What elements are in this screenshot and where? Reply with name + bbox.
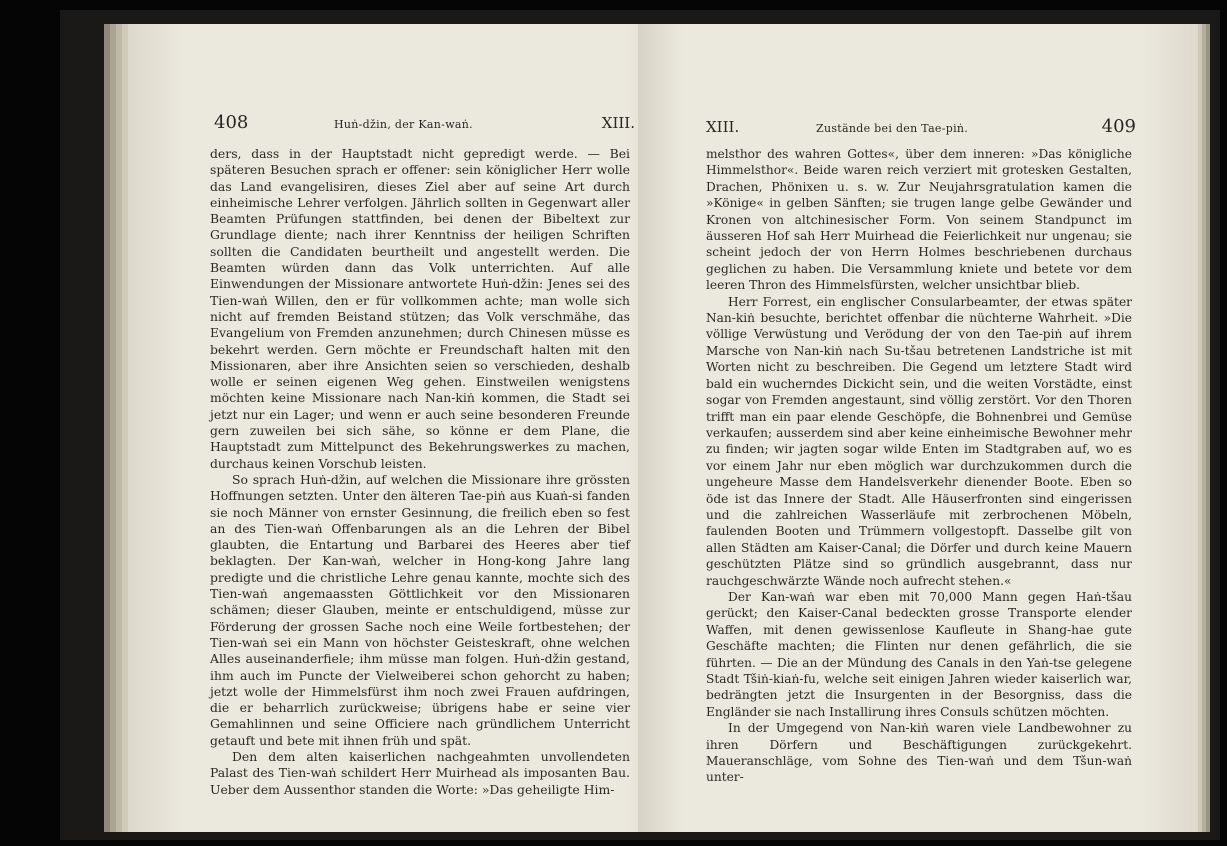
right-page-header	[706, 116, 1136, 146]
chapter-number: XIII.	[706, 118, 740, 136]
running-head: Zustände bei den Tae-piṅ.	[816, 122, 969, 135]
running-head: Huṅ-džin, der Kan-waṅ.	[334, 118, 473, 131]
page-number: 408	[214, 112, 249, 133]
right-page-text	[706, 146, 1132, 786]
right-page	[638, 24, 1198, 832]
chapter-number: XIII.	[601, 114, 635, 132]
paragraph: ders, dass in der Hauptstadt nicht gepredigt werde. — Bei späteren Besuchen sprach er offener: sein königlicher Herr wolle das Land evangelisiren, dieses Ziel aber auf seine Art durch einheimische Lehrer verfolgen. Jährlich sollten in Gegenwart aller Beamten Prüfungen stattfinden, bei denen der Bibeltext zur Grundlage diente; nach ihrer Kenntniss der heiligen Schriften sollten die Candidaten beurtheilt und angestellt werden. Die Beamten würden dann das Volk unterrichten. Auf alle Einwendungen der Missionare antwortete Huṅ-džin: Jenes sei des Tien-waṅ Willen, den er für vollkommen achte; man wolle sich nicht auf fremden Beistand stützen; das Volk verschmähe, das Evangelium von Fremden anzunehmen; durch Chinesen müsse es bekehrt werden. Gern möchte er Freundschaft halten mit den Missionaren, aber ihre Ansichten seien so verschieden, deshalb wolle er seinen eigenen Weg gehen. Einstweilen wenigstens möchten keine Missionare nach Nan-kiṅ kommen, die Stadt sei jetzt nur ein Lager; und wenn er auch seine besonderen Freunde gern zuweilen bei sich sähe, so könne er dem Plane, die Hauptstadt zum Mittelpunct des Bekehrungswerkes zu machen, durchaus keinen Vorschub leisten.	[210, 146, 630, 471]
paragraph: Den dem alten kaiserlichen nachgeahmten unvollendeten Palast des Tien-waṅ schildert Herr Muirhead als imposanten Bau. Ueber dem Aussenthor standen die Worte: »Das geheiligte Him-	[210, 748, 630, 797]
paragraph: melsthor des wahren Gottes«, über dem inneren: »Das königliche Himmelsthor«. Beide waren reich verziert mit grotesken Gestalten, Drachen, Phönixen u. s. w. Zur Neujahrsgratulation kamen die »Könige« in gelben Sänften; sie trugen lange gelbe Gewänder und Kronen von altchinesischer Form. Von seinem Standpunct im äusseren Hof sah Herr Muirhead die Feierlichkeit nur ungenau; sie scheint jedoch der von Herrn Holmes beschriebenen durchaus geglichen zu haben. Die Versammlung kniete und betete vor dem leeren Thron des Himmelsfürsten, welcher unsichtbar blieb.	[706, 147, 1132, 293]
page-number: 409	[1101, 116, 1136, 137]
left-page	[128, 24, 691, 832]
book	[60, 10, 1220, 840]
left-page-header	[214, 112, 635, 142]
paragraph: In der Umgegend von Nan-kiṅ waren viele Landbewohner zu ihren Dörfern und Beschäftigungen zurückgekehrt. Maueranschläge, vom Sohne des Tien-waṅ und dem Tšun-waṅ unter-	[706, 721, 1132, 785]
paragraph: Der Kan-waṅ war eben mit 70,000 Mann gegen Haṅ-tšau gerückt; den Kaiser-Canal bedeckten grosse Transporte elender Waffen, mit denen gewissenlose Kaufleute in Shang-hae gute Geschäfte machten; die Flinten nur denen gefährlich, die sie führten. — Die an der Mündung des Canals in den Yaṅ-tse gelegene Stadt Tšiṅ-kiaṅ-fu, welche seit einigen Jahren wieder kaiserlich war, bedrängten jetzt die Insurgenten in der Besorgniss, dass die Engländer sie nach Installirung ihres Consuls schützen möchten.	[706, 589, 1132, 719]
left-page-text	[210, 146, 630, 798]
paragraph: Herr Forrest, ein englischer Consularbeamter, der etwas später Nan-kiṅ besuchte, berichtet offenbar die nüchterne Wahrheit. »Die völlige Verwüstung und Verödung der von den Tae-piṅ auf ihrem Marsche von Nan-kiṅ nach Su-tšau betretenen Landstriche ist mit Worten nicht zu beschreiben. Die Gegend um letztere Stadt wird bald ein wucherndes Dickicht sein, und die weiten Vorstädte, einst sogar von Fremden angestaunt, sind völlig zerstört. Vor den Thoren trifft man ein paar elende Geschöpfe, die Bohnenbrei und Gemüse verkaufen; ausserdem sind aber keine einheimische Bewohner mehr zu finden; wir jagten sogar wilde Enten im Stadtgraben auf, wo es vor einem Jahr nur eben möglich war durchzukommen durch die ungeheure Masse dem Handelsverkehr dienender Boote. Eben so öde ist das Innere der Stadt. Alle Häuserfronten sind eingerissen und die zahlreichen Wasserläufe mit zerbrochenen Möbeln, faulenden Booten und Trümmern vollgestopft. Dasselbe gilt von allen Städten am Kaiser-Canal; die Dörfer und durch keine Mauern geschützten Plätze sind so gründlich ausgebrannt, dass nur rauchgeschwärzte Wände noch aufrecht stehen.«	[706, 294, 1132, 588]
paragraph: So sprach Huṅ-džin, auf welchen die Missionare ihre grössten Hoffnungen setzten. Unter den älteren Tae-piṅ aus Kuaṅ-si fanden sie noch Männer von ernster Gesinnung, die freilich eben so fest an des Tien-waṅ Offenbarungen als an die Lehren der Bibel glaubten, die Entartung und Barbarei des Heeres aber tief beklagten. Der Kan-waṅ, welcher in Hong-kong Jahre lang predigte und die christliche Lehre genau kannte, mochte sich des Tien-waṅ angemaassten Göttlichkeit vor den Missionaren schämen; dieser Glauben, meinte er entschuldigend, müsse zur Förderung der grossen Sache noch eine Weile fortbestehen; der Tien-waṅ sei ein Mann von höchster Geisteskraft, ohne welchen Alles auseinanderfiele; ihm müsse man folgen. Huṅ-džin gestand, ihm auch im Puncte der Vielweiberei schon gehorcht zu haben; jetzt wolle der Himmelsfürst ihm noch zwei Frauen aufdringen, die er beharrlich zurückweise; übrigens habe er seine vier Gemahlinnen und seine Officiere nach gründlichem Unterricht getauft und bete mit ihnen früh und spät.	[210, 471, 630, 748]
